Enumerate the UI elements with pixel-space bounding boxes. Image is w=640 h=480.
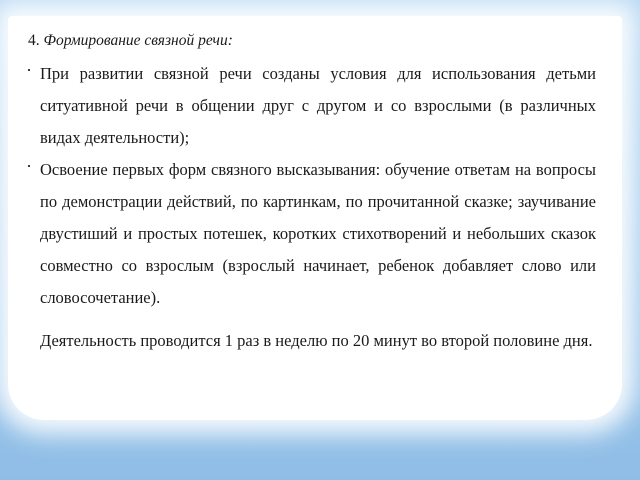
section-heading xyxy=(22,30,596,52)
slide-content xyxy=(22,30,596,357)
bullet-text: Освоение первых форм связного высказывания: обучение ответам на вопросы по демонстрации действий, по картинкам, по прочитанной сказке; заучивание двустиший и простых потешек, коротких стихотворений и небольших сказок совместно со взрослым (взрослый начинает, ребенок добавляет слово или словосочетание). xyxy=(40,160,596,307)
bullet-item-first-forms xyxy=(22,154,596,314)
bullet-marker: · xyxy=(26,156,32,176)
bullet-item-speech-conditions xyxy=(22,58,596,154)
schedule-paragraph: Деятельность проводится 1 раз в неделю по 20 минут во второй половине дня. xyxy=(40,331,593,350)
bullet-text: При развитии связной речи созданы условия для использования детьми ситуативной речи в общении друг с другом и со взрослыми (в различных видах деятельности); xyxy=(40,64,596,147)
heading-number: 4. xyxy=(28,32,40,49)
bullet-marker: · xyxy=(26,60,32,80)
heading-title: Формирование связной речи: xyxy=(43,32,233,49)
